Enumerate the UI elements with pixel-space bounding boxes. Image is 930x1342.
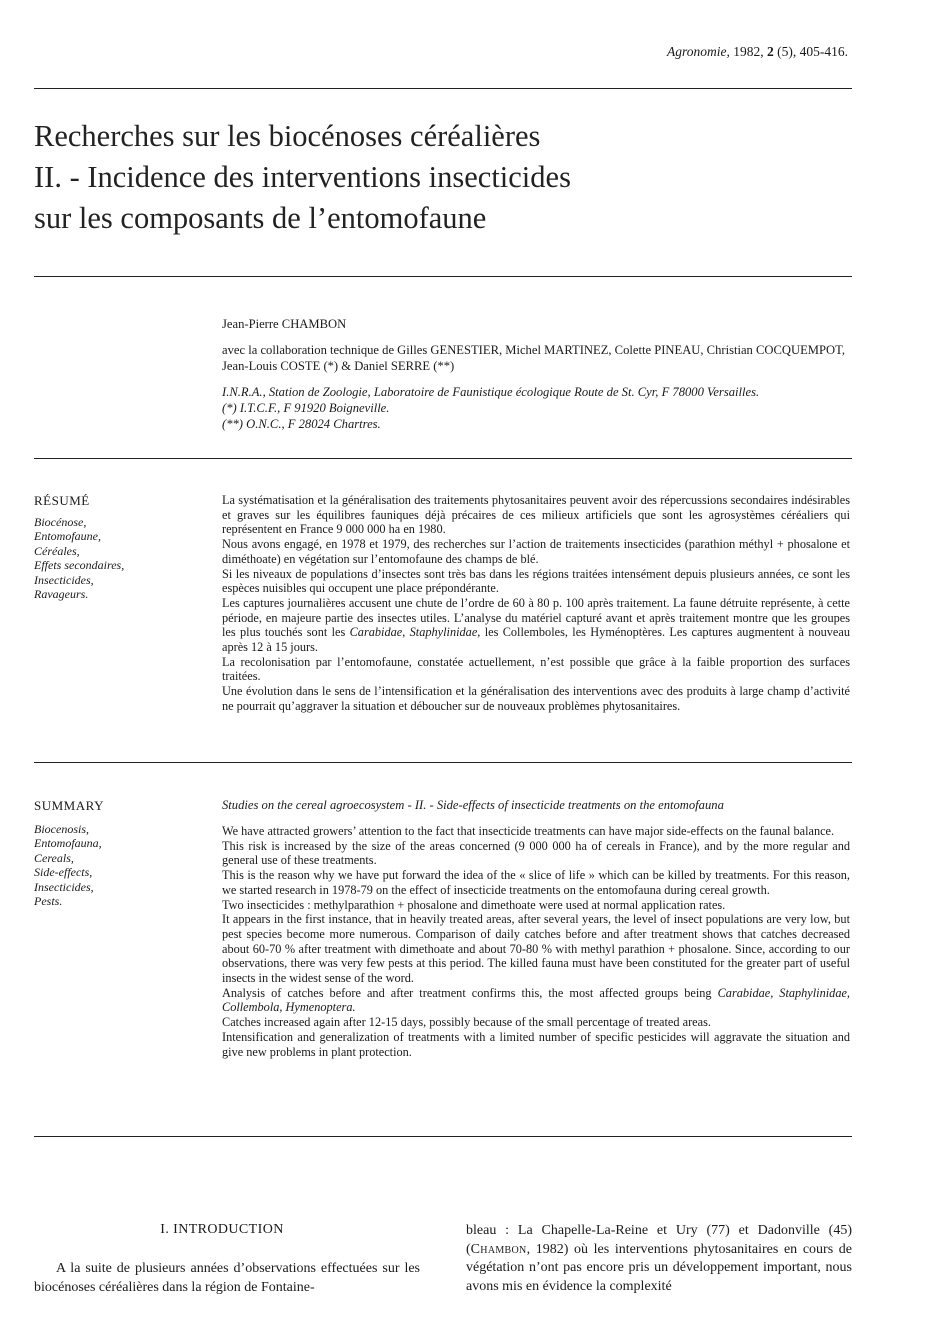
journal-year: 1982, (733, 44, 767, 59)
resume-paragraph: La systématisation et la généralisation des traitements phytosanitaires peuvent avoir des répercussions secondaires indésirables et graves sur les équilibres fauniques déjà précaires de ces milieux artificiels que sont les agrosystèmes céréaliers qui représentent en France 9 000 000 ha en 1980. (222, 493, 850, 537)
intro-right-column (466, 1222, 852, 1296)
intro-left-column (34, 1260, 420, 1297)
resume-keyword: Biocénose, (34, 515, 87, 529)
resume-rule (34, 762, 852, 763)
summary-text (222, 824, 850, 1059)
summary-heading: SUMMARY (34, 798, 104, 813)
summary-keyword: Pests. (34, 894, 63, 909)
resume-keyword: Effets secondaires, (34, 558, 125, 573)
resume-keyword: Entomofaune, (34, 529, 101, 544)
summary-rule (34, 1136, 852, 1137)
author-block (222, 316, 852, 432)
lead-author: Jean-Pierre CHAMBON (222, 317, 347, 331)
taxon-staphylinidae: Staphylinidae, (409, 625, 481, 640)
resume-paragraph: Nous avons engagé, en 1978 et 1979, des recherches sur l’action de traitements insecticides (parathion méthyl + phosalone et diméthoate) en végétation sur l’entomofaune des champs de blé. (222, 537, 850, 566)
summary-taxa: Carabidae, Staphylinidae, Collembola, Hymenoptera. (222, 985, 850, 1015)
resume-keyword: Insecticides, (34, 572, 94, 587)
summary-keyword: Cereals, (34, 850, 74, 865)
summary-keywords (34, 822, 194, 908)
resume-text-run: Les captures journalières accusent une chute de l’ordre de 60 à 80 p. 100 après traitement. La faune détruite représente, à cette période, en majeure partie des insectes utiles. L’analyse du matériel capturé avant et après traitement montre que les groupes les plus touchés sont les (222, 595, 850, 640)
collaborators: avec la collaboration technique de Gilles GENESTIER, Michel MARTINEZ, Colette PINEAU, Christian COCQUEMPOT, Jean-Louis COSTE (*) & Daniel SERRE (**) (222, 343, 845, 373)
journal-name: Agronomie, (667, 44, 730, 59)
journal-citation (667, 44, 848, 60)
resume-keyword: Ravageurs. (34, 587, 89, 602)
resume-text (222, 493, 850, 714)
summary-keyword: Insecticides, (34, 879, 94, 894)
resume-paragraph: Une évolution dans le sens de l’intensification et la généralisation des interventions avec des produits à large champ d’activité ne pourrait qu’aggraver la situation et déboucher sur de nouveaux problèmes phytosanitaires. (222, 684, 850, 713)
intro-paragraph-cont (466, 1222, 852, 1296)
title-line-1: Recherches sur les biocénoses céréalières (34, 119, 541, 153)
summary-paragraph: Catches increased again after 12-15 days, possibly because of the small percentage of treated areas. (222, 1015, 711, 1030)
resume-paragraph: La recolonisation par l’entomofaune, constatée actuellement, n’est possible que grâce à la faible proportion des surfaces traitées. (222, 654, 850, 684)
summary-paragraph: It appears in the first instance, that in heavily treated areas, after several years, the level of insect populations are very low, but pest species become more numerous. Comparison of daily catches before and after treatment shows that catches decreased about 60-70 % after treatment with dimethoate and about 70-80 % with methyl parathion + phosalone. Since, according to our observations, there was very few pests at this period. The killed fauna must have been constituted for the greater part of useful insects in the widest sense of the word. (222, 912, 850, 986)
summary-paragraph: This risk is increased by the size of the areas concerned (9 000 000 ha of cereals in France), and by the more regular and general use of these treatments. (222, 838, 850, 868)
journal-pages: (5), 405-416. (773, 44, 848, 59)
summary-paragraph: We have attracted growers’ attention to the fact that insecticide treatments can have major side-effects on the faunal balance. (222, 824, 835, 838)
title-rule (34, 276, 852, 277)
header-rule (34, 88, 852, 89)
resume-heading: RÉSUMÉ (34, 493, 90, 508)
taxon-carabidae: Carabidae, (349, 625, 406, 640)
resume-text-run: les Collemboles, les Hyménoptères. Les captures augmentent à nouveau après 12 à 15 jours. (222, 625, 851, 655)
summary-paragraph: Intensification and generalization of treatments with a limited number of specific pesticides will aggravate the situation and give new problems in plant protection. (222, 1029, 850, 1059)
summary-keyword: Entomofauna, (34, 836, 102, 851)
title-line-3: sur les composants de l’entomofaune (34, 201, 487, 235)
summary-keyword: Side-effects, (34, 865, 93, 880)
article-title (34, 116, 894, 239)
section-heading-introduction: I. INTRODUCTION (160, 1222, 284, 1237)
intro-text-run: , 1982) où les interventions phytosanitaires en cours de végétation n’ont pas encore pris un développement important, nous avons mis en évidence la complexité (466, 1241, 852, 1294)
resume-paragraph: Si les niveaux de populations d’insectes sont très bas dans les régions traitées intensément depuis plusieurs années, ce sont les espèces nuisibles qui occupent une place prépondérante. (222, 566, 850, 596)
intro-text-run: bleau : La Chapelle-La-Reine et Ury (77) et Dadonville (45) ( (466, 1223, 852, 1257)
resume-paragraph (222, 596, 850, 655)
summary-paragraph (222, 986, 850, 1015)
intro-paragraph: A la suite de plusieurs années d’observations effectuées sur les biocénoses céréalières dans la région de Fontaine- (34, 1261, 420, 1295)
affiliation-3: (**) O.N.C., F 28024 Chartres. (222, 417, 381, 431)
title-line-2: II. - Incidence des interventions insecticides (34, 160, 571, 194)
citation-author: Chambon (470, 1241, 527, 1257)
affiliation-2: (*) I.T.C.F., F 91920 Boigneville. (222, 401, 390, 415)
summary-keyword: Biocenosis, (34, 822, 89, 836)
summary-text-run: Analysis of catches before and after treatment confirms this, the most affected groups being (222, 985, 718, 1000)
resume-keywords (34, 515, 194, 601)
affiliation-1: I.N.R.A., Station de Zoologie, Laboratoire de Faunistique écologique Route de St. Cyr, F 78000 Versailles. (222, 385, 760, 399)
journal-volume: 2 (767, 44, 774, 59)
resume-keyword: Céréales, (34, 543, 80, 558)
summary-paragraph: This is the reason why we have put forward the idea of the « slice of life » which can be killed by treatments. For this reason, we started research in 1978-79 on the effect of insecticide treatments on the entomofauna during cereal growth. (222, 868, 850, 897)
authors-rule (34, 458, 852, 459)
summary-paragraph: Two insecticides : methylparathion + phosalone and dimethoate were used at normal application rates. (222, 897, 726, 912)
summary-title: Studies on the cereal agroecosystem - II. - Side-effects of insecticide treatments on the entomofauna (222, 798, 724, 812)
